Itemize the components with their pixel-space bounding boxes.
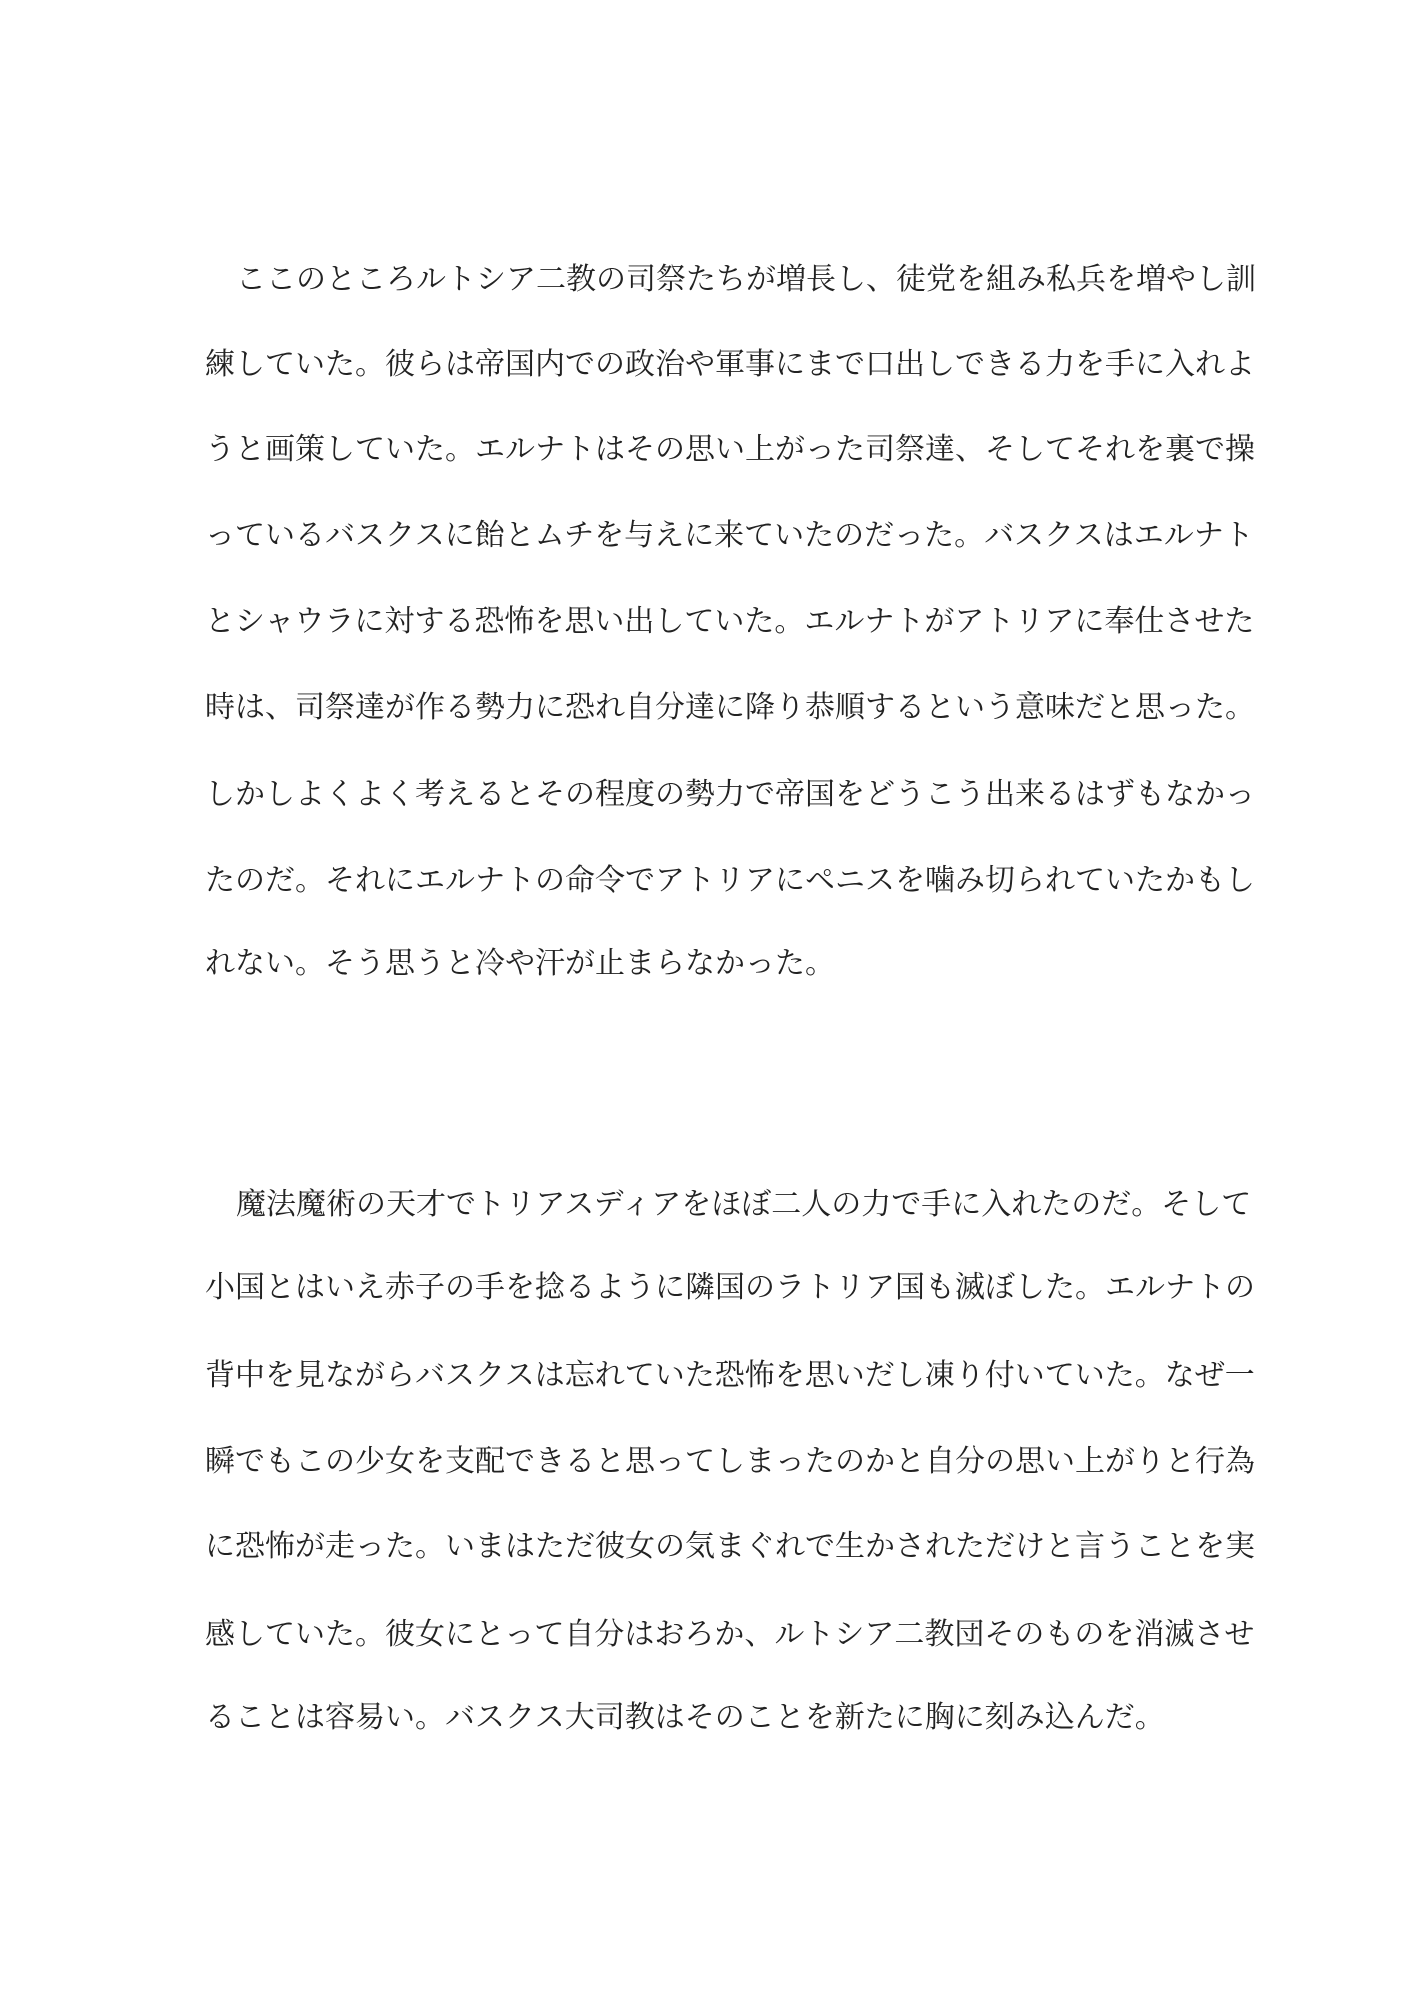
text-line: ここのところルトシア二教の司祭たちが増長し、徒党を組み私兵を増やし訓 bbox=[236, 262, 1256, 297]
text-line: 練していた。彼らは帝国内での政治や軍事にまで口出しできる力を手に入れよ bbox=[205, 347, 1255, 382]
text-line: たのだ。それにエルナトの命令でアトリアにペニスを噛み切られていたかもし bbox=[205, 863, 1255, 898]
text-line: 魔法魔術の天才でトリアスディアをほぼ二人の力で手に入れたのだ。そして bbox=[236, 1187, 1252, 1222]
text-line: 小国とはいえ赤子の手を捻るように隣国のラトリア国も滅ぼした。エルナトの bbox=[205, 1270, 1255, 1305]
text-line: うと画策していた。エルナトはその思い上がった司祭達、そしてそれを裏で操 bbox=[205, 432, 1255, 467]
text-line: に恐怖が走った。いまはただ彼女の気まぐれで生かされただけと言うことを実 bbox=[205, 1529, 1255, 1564]
text-line: とシャウラに対する恐怖を思い出していた。エルナトがアトリアに奉仕させた bbox=[205, 604, 1255, 639]
text-line: 感していた。彼女にとって自分はおろか、ルトシア二教団そのものを消滅させ bbox=[205, 1617, 1255, 1652]
text-line: っているバスクスに飴とムチを与えに来ていたのだった。バスクスはエルナト bbox=[205, 518, 1254, 553]
text-line: 瞬でもこの少女を支配できると思ってしまったのかと自分の思い上がりと行為 bbox=[205, 1444, 1255, 1479]
text-line: 時は、司祭達が作る勢力に恐れ自分達に降り恭順するという意味だと思った。 bbox=[205, 690, 1255, 725]
text-line: れない。そう思うと冷や汗が止まらなかった。 bbox=[205, 946, 835, 981]
text-line: 背中を見ながらバスクスは忘れていた恐怖を思いだし凍り付いていた。なぜ一 bbox=[205, 1358, 1255, 1393]
text-line: しかしよくよく考えるとその程度の勢力で帝国をどうこう出来るはずもなかっ bbox=[205, 777, 1255, 812]
text-line: ることは容易い。バスクス大司教はそのことを新たに胸に刻み込んだ。 bbox=[205, 1700, 1165, 1735]
